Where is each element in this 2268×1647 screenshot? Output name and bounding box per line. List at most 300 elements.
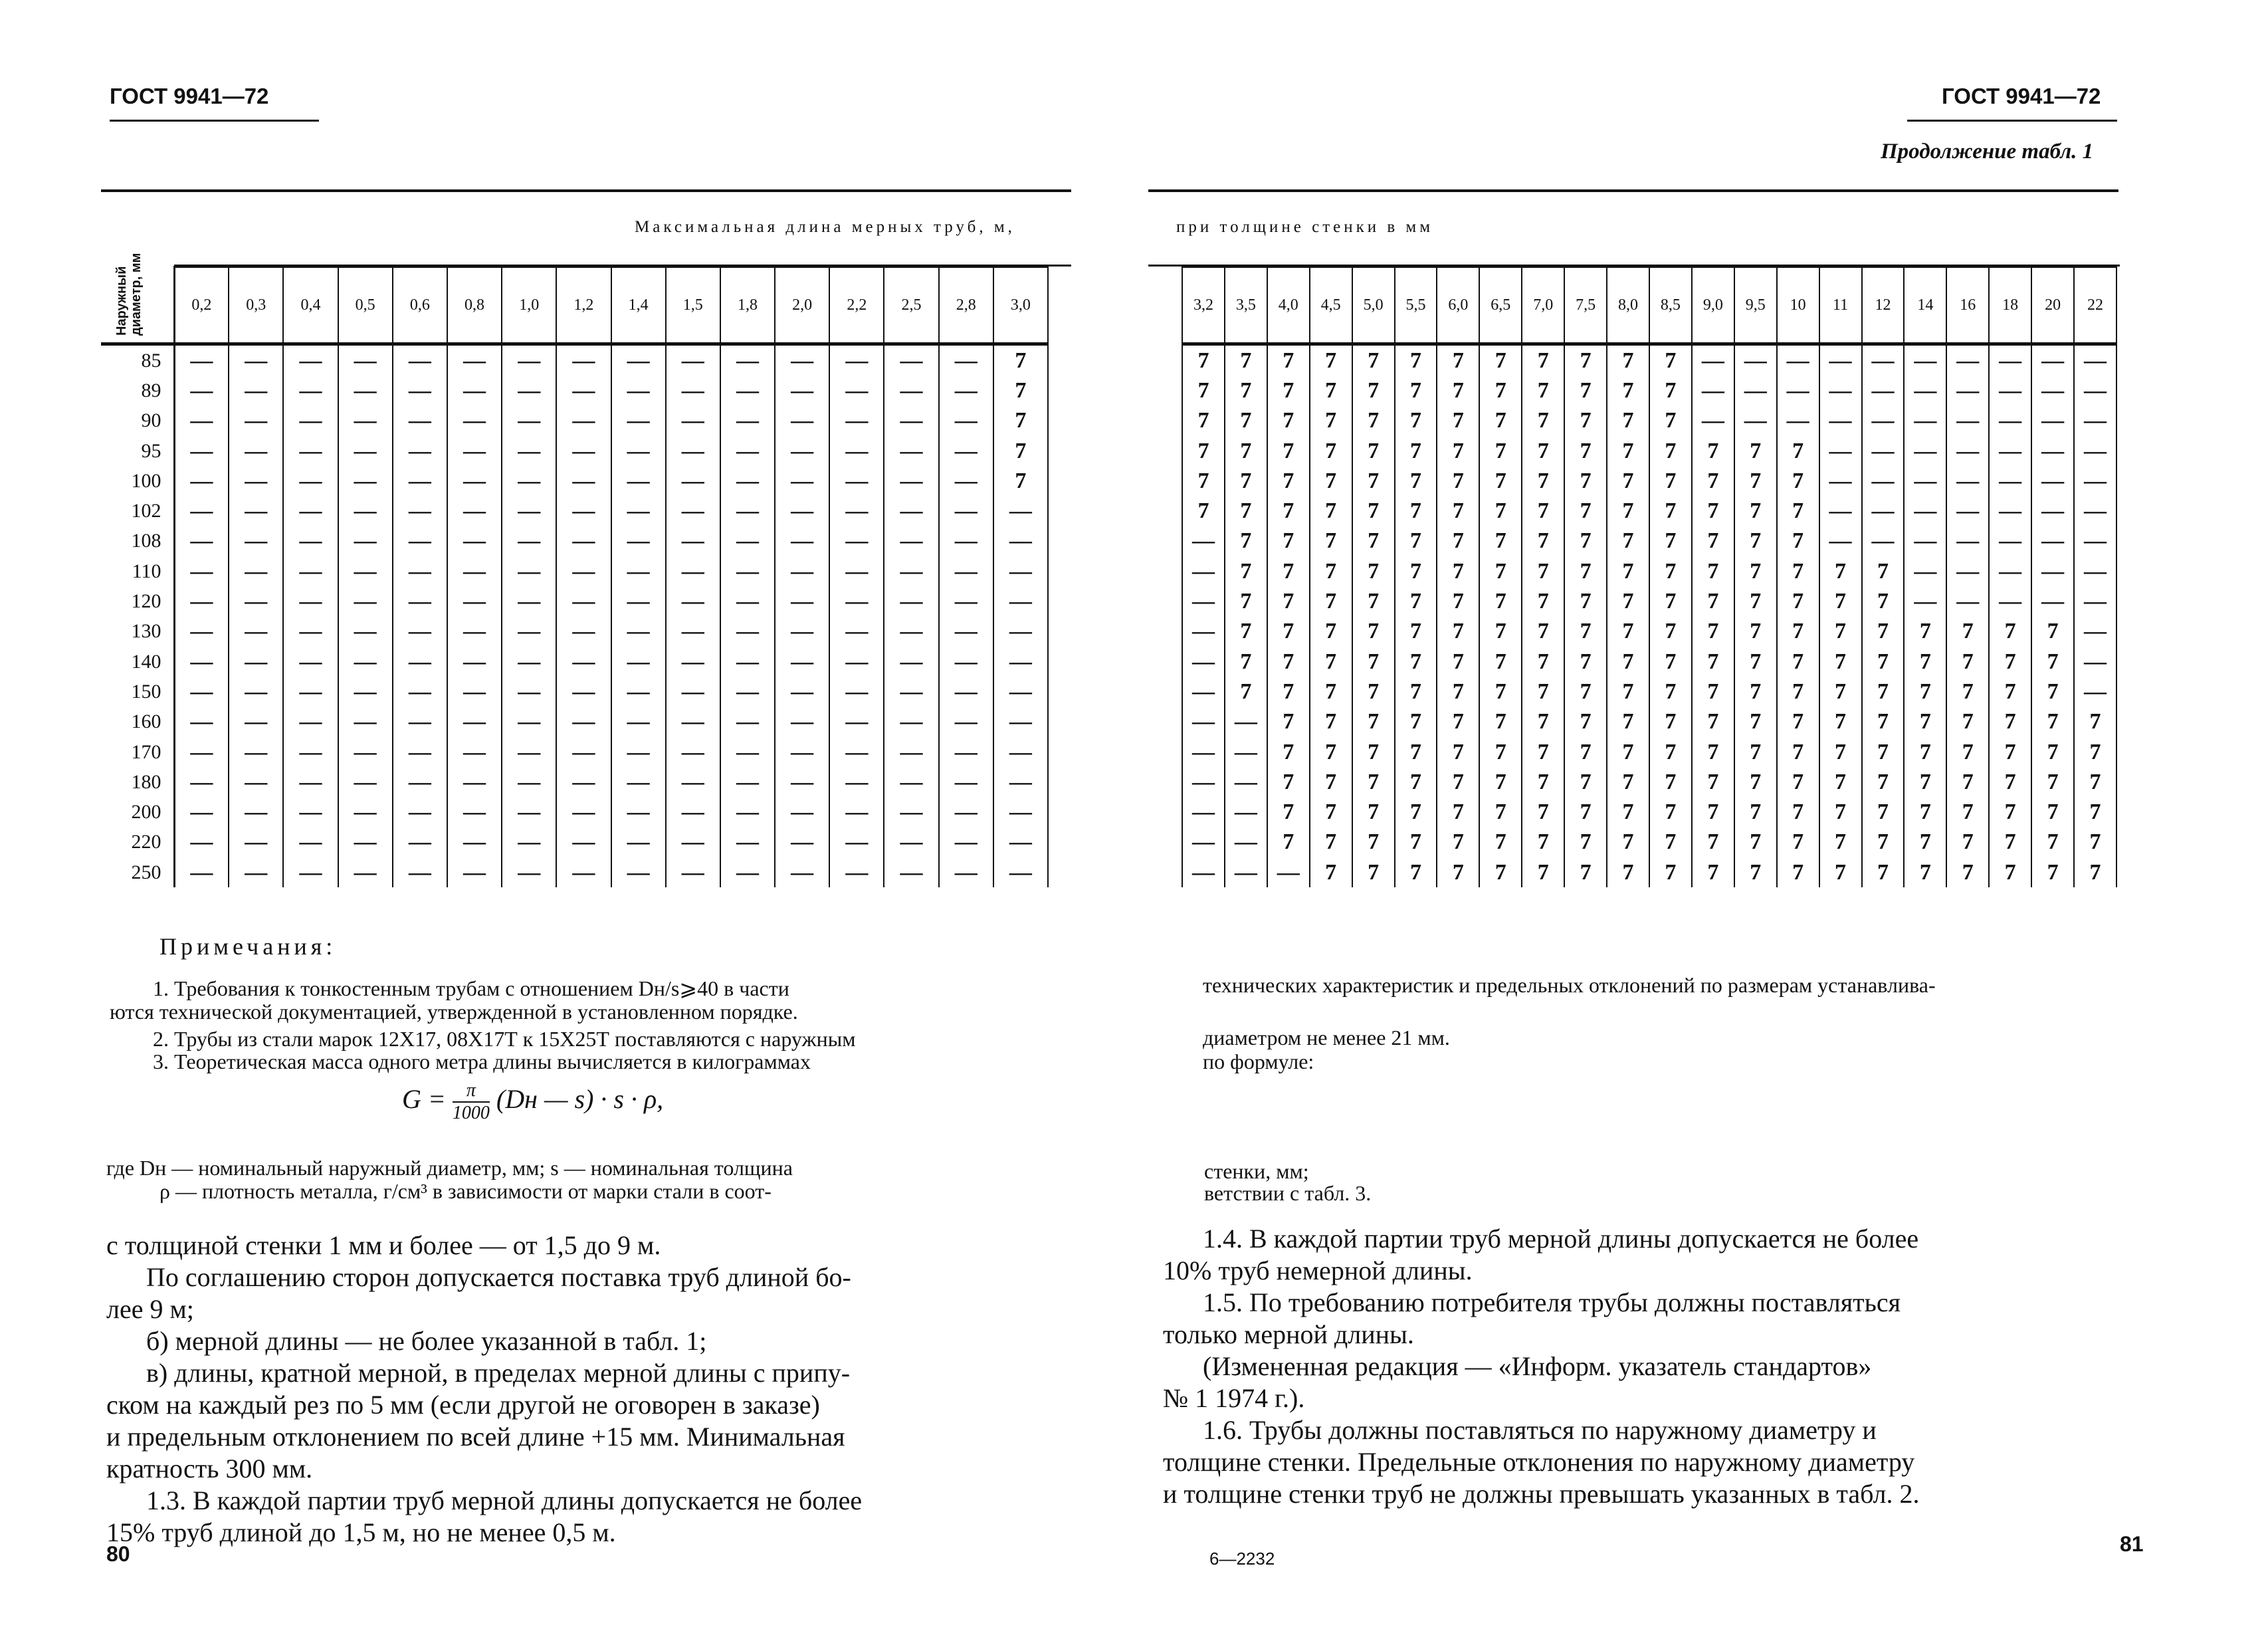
length-cell: — bbox=[447, 797, 502, 827]
length-cell: 7 bbox=[1607, 707, 1649, 737]
length-cell: — bbox=[502, 617, 556, 647]
length-cell: — bbox=[229, 496, 283, 526]
length-cell: — bbox=[666, 526, 720, 556]
length-cell: — bbox=[338, 586, 393, 616]
length-cell: — bbox=[884, 526, 938, 556]
length-cell: 7 bbox=[1989, 857, 2031, 887]
length-cell: 7 bbox=[1777, 827, 1819, 857]
length-cell: 7 bbox=[1777, 436, 1819, 466]
length-cell: — bbox=[939, 617, 993, 647]
length-cell: 7 bbox=[1946, 647, 1989, 677]
length-cell: — bbox=[775, 707, 829, 737]
length-cell: — bbox=[720, 586, 775, 616]
length-cell: 7 bbox=[1862, 586, 1905, 616]
length-cell: 7 bbox=[1607, 737, 1649, 767]
length-cell: 7 bbox=[1946, 677, 1989, 707]
length-cell: 7 bbox=[1225, 556, 1267, 586]
note-1a: 1. Требования к тонкостенным трубам с отношением Dн/s⩾40 в части bbox=[153, 976, 789, 1000]
length-cell: — bbox=[393, 617, 447, 647]
length-cell: 7 bbox=[1989, 677, 2031, 707]
diameter-cell: 170 bbox=[101, 737, 174, 767]
right-col-header: 6,5 bbox=[1479, 267, 1522, 344]
length-cell: — bbox=[939, 737, 993, 767]
right-col-header: 4,0 bbox=[1267, 267, 1310, 344]
length-cell: 7 bbox=[1777, 647, 1819, 677]
length-cell: — bbox=[1819, 344, 1862, 376]
length-cell: — bbox=[502, 466, 556, 496]
length-cell: — bbox=[283, 857, 338, 887]
length-cell: — bbox=[775, 647, 829, 677]
length-cell: 7 bbox=[1310, 436, 1352, 466]
length-cell: 7 bbox=[1437, 737, 1479, 767]
length-cell: 7 bbox=[1267, 707, 1310, 737]
length-cell: — bbox=[502, 586, 556, 616]
length-cell: — bbox=[666, 767, 720, 797]
length-cell: — bbox=[338, 526, 393, 556]
length-cell: — bbox=[447, 344, 502, 376]
length-cell: — bbox=[338, 466, 393, 496]
length-cell: — bbox=[338, 496, 393, 526]
length-cell: — bbox=[502, 707, 556, 737]
left-col-header: 0,5 bbox=[338, 267, 393, 344]
length-cell: — bbox=[884, 767, 938, 797]
length-cell: 7 bbox=[1649, 767, 1692, 797]
length-cell: — bbox=[556, 436, 611, 466]
length-cell: — bbox=[1989, 436, 2031, 466]
length-cell: 7 bbox=[1395, 827, 1437, 857]
right-col-header: 12 bbox=[1862, 267, 1905, 344]
length-cell: 7 bbox=[1522, 556, 1564, 586]
length-cell: 7 bbox=[1862, 797, 1905, 827]
length-cell: — bbox=[338, 376, 393, 405]
length-cell: — bbox=[2074, 647, 2116, 677]
table-row bbox=[101, 556, 1048, 586]
length-cell: 7 bbox=[1862, 617, 1905, 647]
length-cell: — bbox=[229, 827, 283, 857]
length-cell: — bbox=[393, 556, 447, 586]
length-cell: 7 bbox=[1607, 466, 1649, 496]
formula-fraction bbox=[453, 1080, 490, 1124]
length-cell: — bbox=[611, 586, 666, 616]
length-cell: — bbox=[1777, 376, 1819, 405]
right-col-header: 20 bbox=[2031, 267, 2074, 344]
length-cell: — bbox=[1225, 857, 1267, 887]
length-cell: — bbox=[174, 586, 229, 616]
length-cell: — bbox=[611, 767, 666, 797]
length-cell: 7 bbox=[1479, 556, 1522, 586]
length-cell: — bbox=[1182, 617, 1225, 647]
left-page-header: ГОСТ 9941—72 bbox=[110, 84, 269, 108]
table-row bbox=[101, 617, 1048, 647]
length-cell: — bbox=[556, 647, 611, 677]
length-cell: — bbox=[611, 617, 666, 647]
body-line: (Измененная редакция — «Информ. указатель стандартов» bbox=[1203, 1351, 1872, 1381]
length-cell: — bbox=[1862, 466, 1905, 496]
length-cell: 7 bbox=[1607, 344, 1649, 376]
length-cell: — bbox=[993, 496, 1048, 526]
where-1-continued: стенки, мм; bbox=[1204, 1159, 1309, 1183]
length-cell: — bbox=[939, 496, 993, 526]
length-cell: — bbox=[829, 344, 884, 376]
length-cell: 7 bbox=[1607, 617, 1649, 647]
length-cell: 7 bbox=[1437, 617, 1479, 647]
length-cell: 7 bbox=[1734, 707, 1777, 737]
length-cell: — bbox=[1862, 526, 1905, 556]
note-2: 2. Трубы из стали марок 12Х17, 08Х17Т к 15Х25Т поставляются с наружным bbox=[153, 1027, 856, 1051]
length-cell: — bbox=[884, 406, 938, 436]
length-cell: 7 bbox=[1225, 496, 1267, 526]
length-cell: — bbox=[174, 707, 229, 737]
body-line: толщине стенки. Предельные отклонения по наружному диаметру bbox=[1163, 1447, 1915, 1477]
length-cell: — bbox=[666, 496, 720, 526]
length-cell: 7 bbox=[1267, 436, 1310, 466]
right-page-header: ГОСТ 9941—72 bbox=[1942, 84, 2101, 108]
length-cell: — bbox=[829, 617, 884, 647]
table-row bbox=[1182, 617, 2116, 647]
length-cell: 7 bbox=[1607, 526, 1649, 556]
length-cell: — bbox=[174, 344, 229, 376]
length-cell: — bbox=[939, 827, 993, 857]
length-cell: 7 bbox=[1734, 677, 1777, 707]
length-cell: — bbox=[283, 556, 338, 586]
length-cell: — bbox=[1989, 406, 2031, 436]
length-cell: 7 bbox=[1564, 556, 1607, 586]
length-cell: — bbox=[666, 617, 720, 647]
length-cell: 7 bbox=[1946, 857, 1989, 887]
length-cell: — bbox=[229, 466, 283, 496]
length-cell: 7 bbox=[1225, 647, 1267, 677]
length-cell: — bbox=[393, 707, 447, 737]
table-row bbox=[1182, 586, 2116, 616]
table-row bbox=[101, 647, 1048, 677]
length-cell: 7 bbox=[1479, 737, 1522, 767]
length-cell: — bbox=[720, 526, 775, 556]
length-cell: 7 bbox=[1395, 406, 1437, 436]
length-cell: — bbox=[829, 556, 884, 586]
left-table-top-rule bbox=[101, 189, 1071, 192]
length-cell: 7 bbox=[1649, 344, 1692, 376]
length-cell: 7 bbox=[1649, 797, 1692, 827]
length-cell: — bbox=[1946, 556, 1989, 586]
table-row bbox=[101, 797, 1048, 827]
length-cell: — bbox=[775, 857, 829, 887]
length-cell: 7 bbox=[1734, 857, 1777, 887]
length-cell: — bbox=[829, 376, 884, 405]
length-cell: — bbox=[884, 677, 938, 707]
table-row bbox=[1182, 767, 2116, 797]
length-cell: 7 bbox=[1862, 677, 1905, 707]
length-cell: 7 bbox=[1692, 797, 1734, 827]
length-cell: — bbox=[829, 797, 884, 827]
length-cell: 7 bbox=[1395, 647, 1437, 677]
length-cell: — bbox=[1182, 857, 1225, 887]
left-col-header: 1,8 bbox=[720, 267, 775, 344]
length-cell: — bbox=[338, 677, 393, 707]
length-cell: 7 bbox=[1479, 827, 1522, 857]
right-col-header: 5,5 bbox=[1395, 267, 1437, 344]
length-cell: — bbox=[502, 737, 556, 767]
left-col-header: 3,0 bbox=[993, 267, 1048, 344]
length-cell: 7 bbox=[1437, 376, 1479, 405]
print-code: 6—2232 bbox=[1209, 1549, 1275, 1569]
length-cell: — bbox=[338, 827, 393, 857]
length-cell: — bbox=[1819, 466, 1862, 496]
length-cell: 7 bbox=[1437, 436, 1479, 466]
length-cell: 7 bbox=[1310, 586, 1352, 616]
length-cell: 7 bbox=[1904, 647, 1946, 677]
diameter-cell: 100 bbox=[101, 466, 174, 496]
diameter-cell: 220 bbox=[101, 827, 174, 857]
length-cell: — bbox=[556, 376, 611, 405]
length-cell: 7 bbox=[1437, 466, 1479, 496]
length-cell: 7 bbox=[1649, 376, 1692, 405]
length-cell: — bbox=[829, 586, 884, 616]
right-col-header: 16 bbox=[1946, 267, 1989, 344]
length-cell: 7 bbox=[2074, 827, 2116, 857]
length-cell: — bbox=[283, 406, 338, 436]
left-col-header: 2,8 bbox=[939, 267, 993, 344]
length-cell: — bbox=[611, 466, 666, 496]
length-cell: — bbox=[720, 344, 775, 376]
length-cell: — bbox=[338, 436, 393, 466]
length-cell: 7 bbox=[1522, 677, 1564, 707]
length-cell: — bbox=[229, 586, 283, 616]
length-cell: 7 bbox=[1437, 647, 1479, 677]
length-cell: 7 bbox=[1649, 857, 1692, 887]
length-cell: 7 bbox=[2031, 827, 2074, 857]
length-cell: 7 bbox=[1904, 677, 1946, 707]
length-cell: — bbox=[447, 647, 502, 677]
length-cell: 7 bbox=[1182, 436, 1225, 466]
length-cell: — bbox=[993, 617, 1048, 647]
length-cell: — bbox=[393, 526, 447, 556]
length-cell: 7 bbox=[1395, 496, 1437, 526]
body-line: б) мерной длины — не более указанной в табл. 1; bbox=[146, 1326, 707, 1356]
length-cell: — bbox=[447, 406, 502, 436]
length-cell: 7 bbox=[1777, 737, 1819, 767]
length-cell: — bbox=[2031, 376, 2074, 405]
length-cell: 7 bbox=[1819, 767, 1862, 797]
length-cell: 7 bbox=[993, 406, 1048, 436]
right-col-header: 5,0 bbox=[1352, 267, 1395, 344]
length-cell: 7 bbox=[1225, 406, 1267, 436]
length-cell: — bbox=[447, 466, 502, 496]
length-cell: — bbox=[611, 797, 666, 827]
length-cell: 7 bbox=[2074, 857, 2116, 887]
length-cell: — bbox=[1182, 827, 1225, 857]
length-cell: — bbox=[939, 556, 993, 586]
length-cell: — bbox=[993, 586, 1048, 616]
length-cell: 7 bbox=[1819, 827, 1862, 857]
length-cell: 7 bbox=[1395, 857, 1437, 887]
length-cell: — bbox=[393, 586, 447, 616]
diameter-cell: 95 bbox=[101, 436, 174, 466]
length-cell: 7 bbox=[2031, 617, 2074, 647]
length-cell: — bbox=[720, 827, 775, 857]
length-cell: — bbox=[611, 376, 666, 405]
length-cell: 7 bbox=[1182, 466, 1225, 496]
length-cell: — bbox=[775, 556, 829, 586]
length-cell: — bbox=[1946, 376, 1989, 405]
length-cell: — bbox=[229, 707, 283, 737]
length-cell: 7 bbox=[1395, 707, 1437, 737]
length-cell: — bbox=[666, 344, 720, 376]
diameter-cell: 120 bbox=[101, 586, 174, 616]
length-cell: — bbox=[556, 496, 611, 526]
length-cell: — bbox=[720, 677, 775, 707]
left-col-header: 0,2 bbox=[174, 267, 229, 344]
table-row bbox=[1182, 344, 2116, 376]
length-cell: — bbox=[502, 406, 556, 436]
table-row bbox=[101, 857, 1048, 887]
where-line-2: ρ — плотность металла, г/см³ в зависимости от марки стали в соот- bbox=[159, 1179, 772, 1203]
length-cell: 7 bbox=[993, 466, 1048, 496]
length-cell: — bbox=[1904, 526, 1946, 556]
length-cell: — bbox=[229, 737, 283, 767]
length-cell: — bbox=[1182, 647, 1225, 677]
length-cell: 7 bbox=[1649, 677, 1692, 707]
body-line: 1.6. Трубы должны поставляться по наружному диаметру и bbox=[1203, 1415, 1877, 1445]
length-cell: — bbox=[229, 526, 283, 556]
table-row bbox=[101, 707, 1048, 737]
right-col-header: 11 bbox=[1819, 267, 1862, 344]
length-cell: 7 bbox=[1734, 436, 1777, 466]
length-cell: 7 bbox=[1522, 344, 1564, 376]
length-cell: — bbox=[393, 344, 447, 376]
length-cell: 7 bbox=[1395, 737, 1437, 767]
length-cell: — bbox=[229, 344, 283, 376]
length-cell: 7 bbox=[1437, 526, 1479, 556]
length-cell: — bbox=[1946, 526, 1989, 556]
length-cell: — bbox=[338, 737, 393, 767]
length-cell: 7 bbox=[1182, 376, 1225, 405]
length-cell: 7 bbox=[1395, 436, 1437, 466]
length-cell: — bbox=[720, 617, 775, 647]
length-cell: — bbox=[829, 707, 884, 737]
length-cell: — bbox=[775, 797, 829, 827]
length-cell: — bbox=[1904, 586, 1946, 616]
length-cell: 7 bbox=[1734, 797, 1777, 827]
length-cell: — bbox=[884, 707, 938, 737]
length-cell: — bbox=[1182, 586, 1225, 616]
length-cell: 7 bbox=[1395, 767, 1437, 797]
right-col-header: 8,5 bbox=[1649, 267, 1692, 344]
length-cell: — bbox=[939, 344, 993, 376]
length-cell: — bbox=[1989, 496, 2031, 526]
length-cell: — bbox=[174, 857, 229, 887]
length-cell: 7 bbox=[1267, 647, 1310, 677]
length-cell: 7 bbox=[1692, 436, 1734, 466]
length-cell: — bbox=[611, 556, 666, 586]
length-cell: — bbox=[1989, 526, 2031, 556]
length-cell: — bbox=[229, 376, 283, 405]
right-col-header: 7,5 bbox=[1564, 267, 1607, 344]
note-3: 3. Теоретическая масса одного метра длины вычисляется в килограммах bbox=[153, 1049, 811, 1073]
length-cell: — bbox=[2074, 344, 2116, 376]
length-cell: — bbox=[447, 677, 502, 707]
length-cell: — bbox=[447, 436, 502, 466]
length-cell: 7 bbox=[1395, 344, 1437, 376]
length-cell: 7 bbox=[1607, 647, 1649, 677]
length-cell: 7 bbox=[1352, 827, 1395, 857]
length-cell: 7 bbox=[1522, 466, 1564, 496]
length-cell: 7 bbox=[1692, 586, 1734, 616]
length-cell: 7 bbox=[1777, 677, 1819, 707]
right-length-table bbox=[1182, 266, 2117, 887]
length-cell: 7 bbox=[1522, 406, 1564, 436]
left-col-header: 0,4 bbox=[283, 267, 338, 344]
length-cell: — bbox=[829, 857, 884, 887]
length-cell: 7 bbox=[1225, 344, 1267, 376]
length-cell: 7 bbox=[1946, 797, 1989, 827]
length-cell: 7 bbox=[1904, 707, 1946, 737]
right-col-header: 3,5 bbox=[1225, 267, 1267, 344]
length-cell: 7 bbox=[1479, 857, 1522, 887]
length-cell: 7 bbox=[1225, 436, 1267, 466]
note-1-continued: технических характеристик и предельных отклонений по размерам устанавлива- bbox=[1203, 973, 1936, 997]
table-row bbox=[101, 344, 1048, 376]
length-cell: — bbox=[775, 496, 829, 526]
length-cell: — bbox=[666, 556, 720, 586]
length-cell: — bbox=[1692, 344, 1734, 376]
length-cell: 7 bbox=[1649, 827, 1692, 857]
length-cell: — bbox=[2074, 586, 2116, 616]
length-cell: — bbox=[174, 827, 229, 857]
right-col-header: 6,0 bbox=[1437, 267, 1479, 344]
length-cell: — bbox=[502, 376, 556, 405]
table-row bbox=[101, 406, 1048, 436]
length-cell: — bbox=[775, 617, 829, 647]
length-cell: 7 bbox=[1479, 496, 1522, 526]
length-cell: — bbox=[939, 677, 993, 707]
length-cell: — bbox=[556, 556, 611, 586]
length-cell: 7 bbox=[1310, 647, 1352, 677]
length-cell: 7 bbox=[1267, 376, 1310, 405]
length-cell: 7 bbox=[2074, 767, 2116, 797]
length-cell: 7 bbox=[1862, 767, 1905, 797]
table-row bbox=[101, 526, 1048, 556]
length-cell: 7 bbox=[1692, 857, 1734, 887]
length-cell: — bbox=[884, 344, 938, 376]
length-cell: 7 bbox=[1352, 406, 1395, 436]
length-cell: — bbox=[502, 797, 556, 827]
length-cell: — bbox=[1734, 376, 1777, 405]
body-line: в) длины, кратной мерной, в пределах мерной длины с припу- bbox=[146, 1358, 851, 1388]
length-cell: 7 bbox=[1310, 767, 1352, 797]
length-cell: — bbox=[775, 677, 829, 707]
length-cell: 7 bbox=[1819, 586, 1862, 616]
length-cell: — bbox=[2074, 617, 2116, 647]
length-cell: — bbox=[447, 857, 502, 887]
length-cell: 7 bbox=[1819, 617, 1862, 647]
length-cell: — bbox=[939, 376, 993, 405]
length-cell: — bbox=[2031, 436, 2074, 466]
length-cell: — bbox=[939, 586, 993, 616]
length-cell: 7 bbox=[1607, 496, 1649, 526]
length-cell: — bbox=[556, 797, 611, 827]
length-cell: — bbox=[1182, 677, 1225, 707]
length-cell: — bbox=[502, 857, 556, 887]
length-cell: 7 bbox=[1352, 496, 1395, 526]
length-cell: — bbox=[666, 737, 720, 767]
length-cell: — bbox=[993, 707, 1048, 737]
length-cell: — bbox=[174, 436, 229, 466]
length-cell: 7 bbox=[1310, 617, 1352, 647]
length-cell: 7 bbox=[1522, 376, 1564, 405]
table-row bbox=[1182, 677, 2116, 707]
length-cell: — bbox=[1225, 827, 1267, 857]
length-cell: — bbox=[283, 617, 338, 647]
